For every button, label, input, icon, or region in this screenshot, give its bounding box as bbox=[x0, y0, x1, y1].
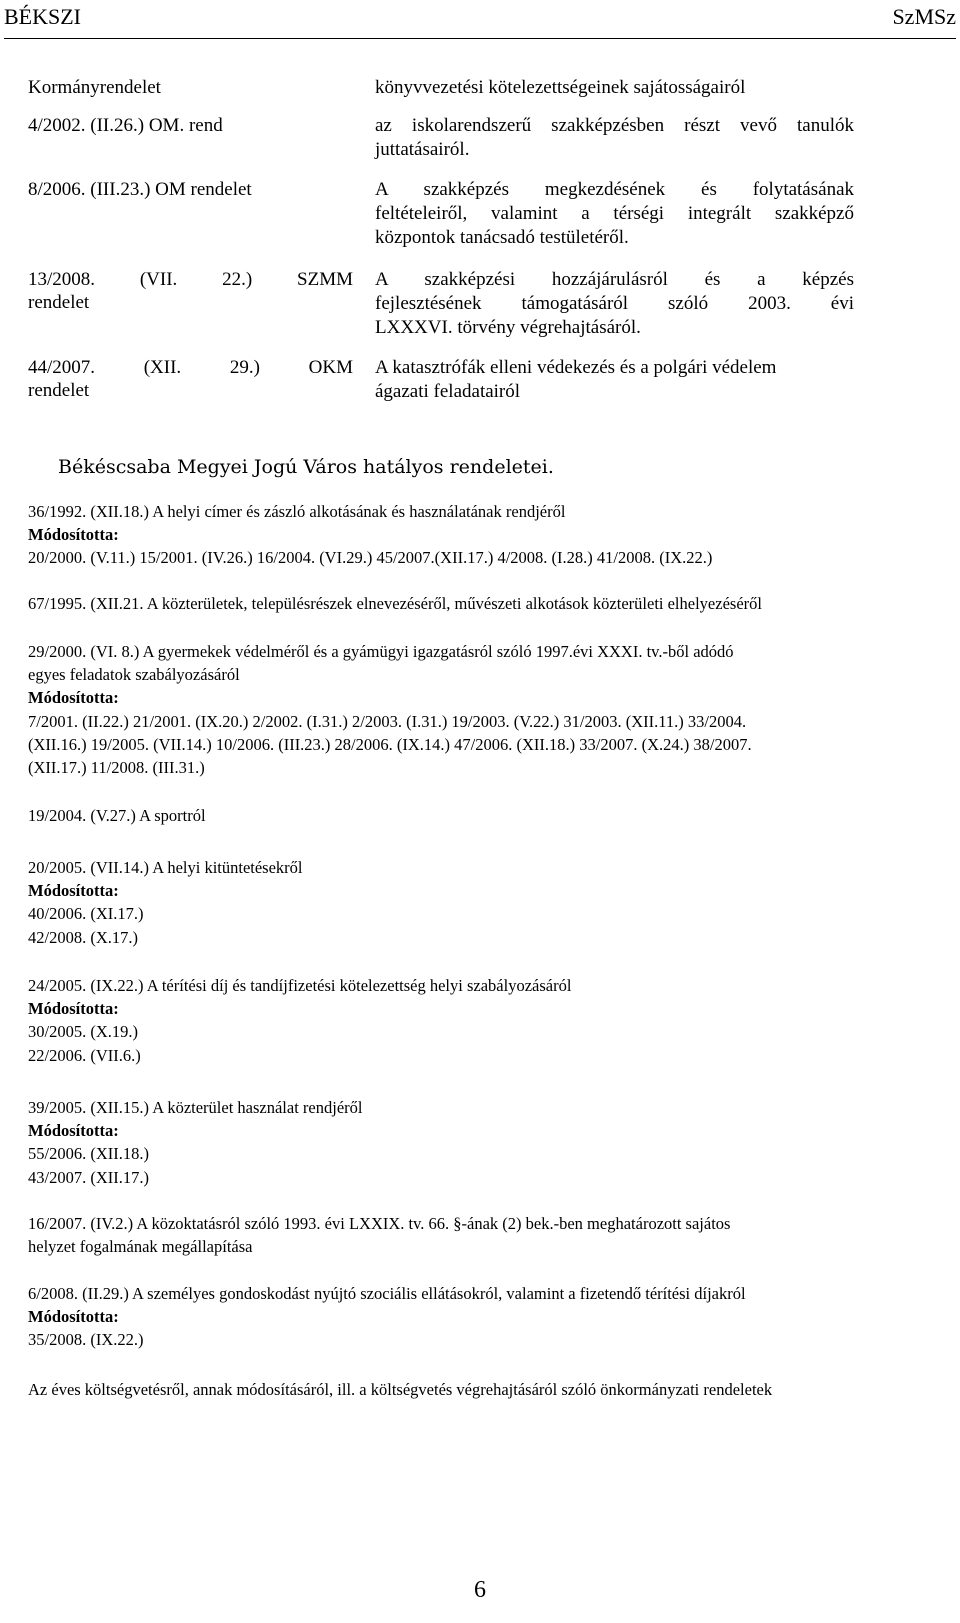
law-title-line: feltételeiről, valamint a térségi integrált szakképző bbox=[375, 203, 854, 224]
regulation-title-line: 29/2000. (VI. 8.) A gyermekek védelméről és a gyámügyi igazgatásról szóló 1997.évi XXXI. tv.-ből adódó bbox=[28, 642, 734, 661]
modified-label: Módosította: bbox=[28, 688, 119, 708]
law-id-line: 44/2007. (XII. 29.) OKM bbox=[28, 357, 353, 378]
regulation-title-line: 16/2007. (IV.2.) A közoktatásról szóló 1993. évi LXXIX. tv. 66. §-ának (2) bek.-ben meghatározott sajátos bbox=[28, 1214, 731, 1233]
header-right: SzMSz bbox=[892, 4, 956, 29]
law-title bbox=[375, 178, 854, 250]
law-id bbox=[28, 178, 353, 201]
modified-label: Módosította: bbox=[28, 525, 119, 545]
regulation-entry bbox=[28, 974, 571, 1067]
regulation-title-line: 39/2005. (XII.15.) A közterület használat rendjéről bbox=[28, 1098, 363, 1117]
law-id-line: 4/2002. (II.26.) OM. rend bbox=[28, 115, 223, 136]
modified-label: Módosította: bbox=[28, 881, 119, 901]
regulation-title-line: 24/2005. (IX.22.) A térítési díj és tandíjfizetési kötelezettség helyi szabályozásáról bbox=[28, 976, 572, 995]
modifying-regulation: 35/2008. (IX.22.) bbox=[28, 1330, 144, 1350]
modified-label: Módosította: bbox=[28, 1121, 119, 1141]
regulation-entry bbox=[28, 1096, 362, 1189]
modified-label: Módosította: bbox=[28, 999, 119, 1019]
page-number: 6 bbox=[474, 1577, 486, 1603]
law-row bbox=[28, 114, 854, 162]
law-id bbox=[28, 76, 353, 99]
regulation-entry bbox=[28, 592, 762, 615]
regulation-entry bbox=[28, 1378, 772, 1401]
regulation-title-line: 36/1992. (XII.18.) A helyi címer és zászló alkotásának és használatának rendjéről bbox=[28, 502, 566, 521]
law-row bbox=[28, 76, 854, 100]
law-id bbox=[28, 114, 353, 137]
law-title-line: juttatásairól. bbox=[375, 139, 470, 160]
regulation-title-line: Az éves költségvetésről, annak módosításáról, ill. a költségvetés végrehajtásáról szóló önkormányzati rendeletek bbox=[28, 1380, 773, 1399]
law-title-line: központok tanácsadó testületéről. bbox=[375, 227, 629, 248]
law-title-line: A szakképzés megkezdésének és folytatásának bbox=[375, 179, 854, 200]
regulation-title-line: egyes feladatok szabályozásáról bbox=[28, 665, 240, 685]
header-left: BÉKSZI bbox=[4, 4, 81, 29]
law-title bbox=[375, 268, 854, 340]
modifying-regulation: 7/2001. (II.22.) 21/2001. (IX.20.) 2/2002. (I.31.) 2/2003. (I.31.) 19/2003. (V.22.) 31/2003. (XII.11.) 33/2004. bbox=[28, 711, 747, 731]
law-id-line: rendelet bbox=[28, 292, 90, 313]
modifying-regulation: 55/2006. (XII.18.) bbox=[28, 1144, 149, 1164]
section-title: Békéscsaba Megyei Jogú Város hatályos rendeletei. bbox=[58, 456, 554, 478]
law-title-line: az iskolarendszerű szakképzésben részt vevő tanulók bbox=[375, 115, 854, 136]
law-title-line: LXXXVI. törvény végrehajtásáról. bbox=[375, 317, 641, 338]
header-divider bbox=[4, 38, 956, 39]
law-title bbox=[375, 76, 854, 100]
law-row bbox=[28, 268, 854, 340]
regulation-title-line: helyzet fogalmának megállapítása bbox=[28, 1237, 253, 1257]
law-id-line: 13/2008. (VII. 22.) SZMM bbox=[28, 269, 353, 290]
modifying-regulation: 30/2005. (X.19.) bbox=[28, 1022, 138, 1042]
law-title-line: ágazati feladatairól bbox=[375, 381, 521, 402]
modified-label: Módosította: bbox=[28, 1307, 119, 1327]
modifying-regulation: (XII.16.) 19/2005. (VII.14.) 10/2006. (III.23.) 28/2006. (IX.14.) 47/2006. (XII.18.) 33/2007. (X.24.) 38/2007. bbox=[28, 734, 752, 754]
modifying-regulation: 42/2008. (X.17.) bbox=[28, 927, 138, 947]
law-id bbox=[28, 268, 353, 314]
law-id bbox=[28, 356, 353, 402]
law-title-line: A katasztrófák elleni védekezés és a polgári védelem bbox=[375, 357, 777, 378]
regulation-entry bbox=[28, 640, 752, 779]
regulation-entry bbox=[28, 1212, 730, 1258]
law-id-line: 8/2006. (III.23.) OM rendelet bbox=[28, 179, 252, 200]
law-row bbox=[28, 178, 854, 250]
law-id-line: rendelet bbox=[28, 380, 90, 401]
law-title-line: könyvvezetési kötelezettségeinek sajátosságairól bbox=[375, 77, 746, 98]
regulation-entry bbox=[28, 856, 303, 949]
regulation-title-line: 67/1995. (XII.21. A közterületek, településrészek elnevezéséről, művészeti alkotások közterületi elhelyezéséről bbox=[28, 594, 762, 613]
law-title-line: fejlesztésének támogatásáról szóló 2003. évi bbox=[375, 293, 854, 314]
regulation-title-line: 20/2005. (VII.14.) A helyi kitüntetésekről bbox=[28, 858, 303, 877]
law-id-line: Kormányrendelet bbox=[28, 77, 161, 98]
law-row bbox=[28, 356, 854, 404]
regulation-entry bbox=[28, 500, 712, 570]
modifying-regulation: 40/2006. (XI.17.) bbox=[28, 904, 144, 924]
law-title bbox=[375, 114, 854, 162]
regulation-title-line: 6/2008. (II.29.) A személyes gondoskodást nyújtó szociális ellátásokról, valamint a fizetendő térítési díjakról bbox=[28, 1284, 746, 1303]
modifying-regulation: 22/2006. (VII.6.) bbox=[28, 1045, 141, 1065]
regulation-title-line: 19/2004. (V.27.) A sportról bbox=[28, 806, 206, 825]
law-title bbox=[375, 356, 854, 404]
modifying-regulation: 20/2000. (V.11.) 15/2001. (IV.26.) 16/2004. (VI.29.) 45/2007.(XII.17.) 4/2008. (I.28.) 41/2008. (IX.22.) bbox=[28, 548, 713, 568]
modifying-regulation: 43/2007. (XII.17.) bbox=[28, 1167, 149, 1187]
modifying-regulation: (XII.17.) 11/2008. (III.31.) bbox=[28, 758, 205, 778]
regulation-entry bbox=[28, 1282, 746, 1352]
regulation-entry bbox=[28, 804, 206, 827]
law-title-line: A szakképzési hozzájárulásról és a képzés bbox=[375, 269, 854, 290]
